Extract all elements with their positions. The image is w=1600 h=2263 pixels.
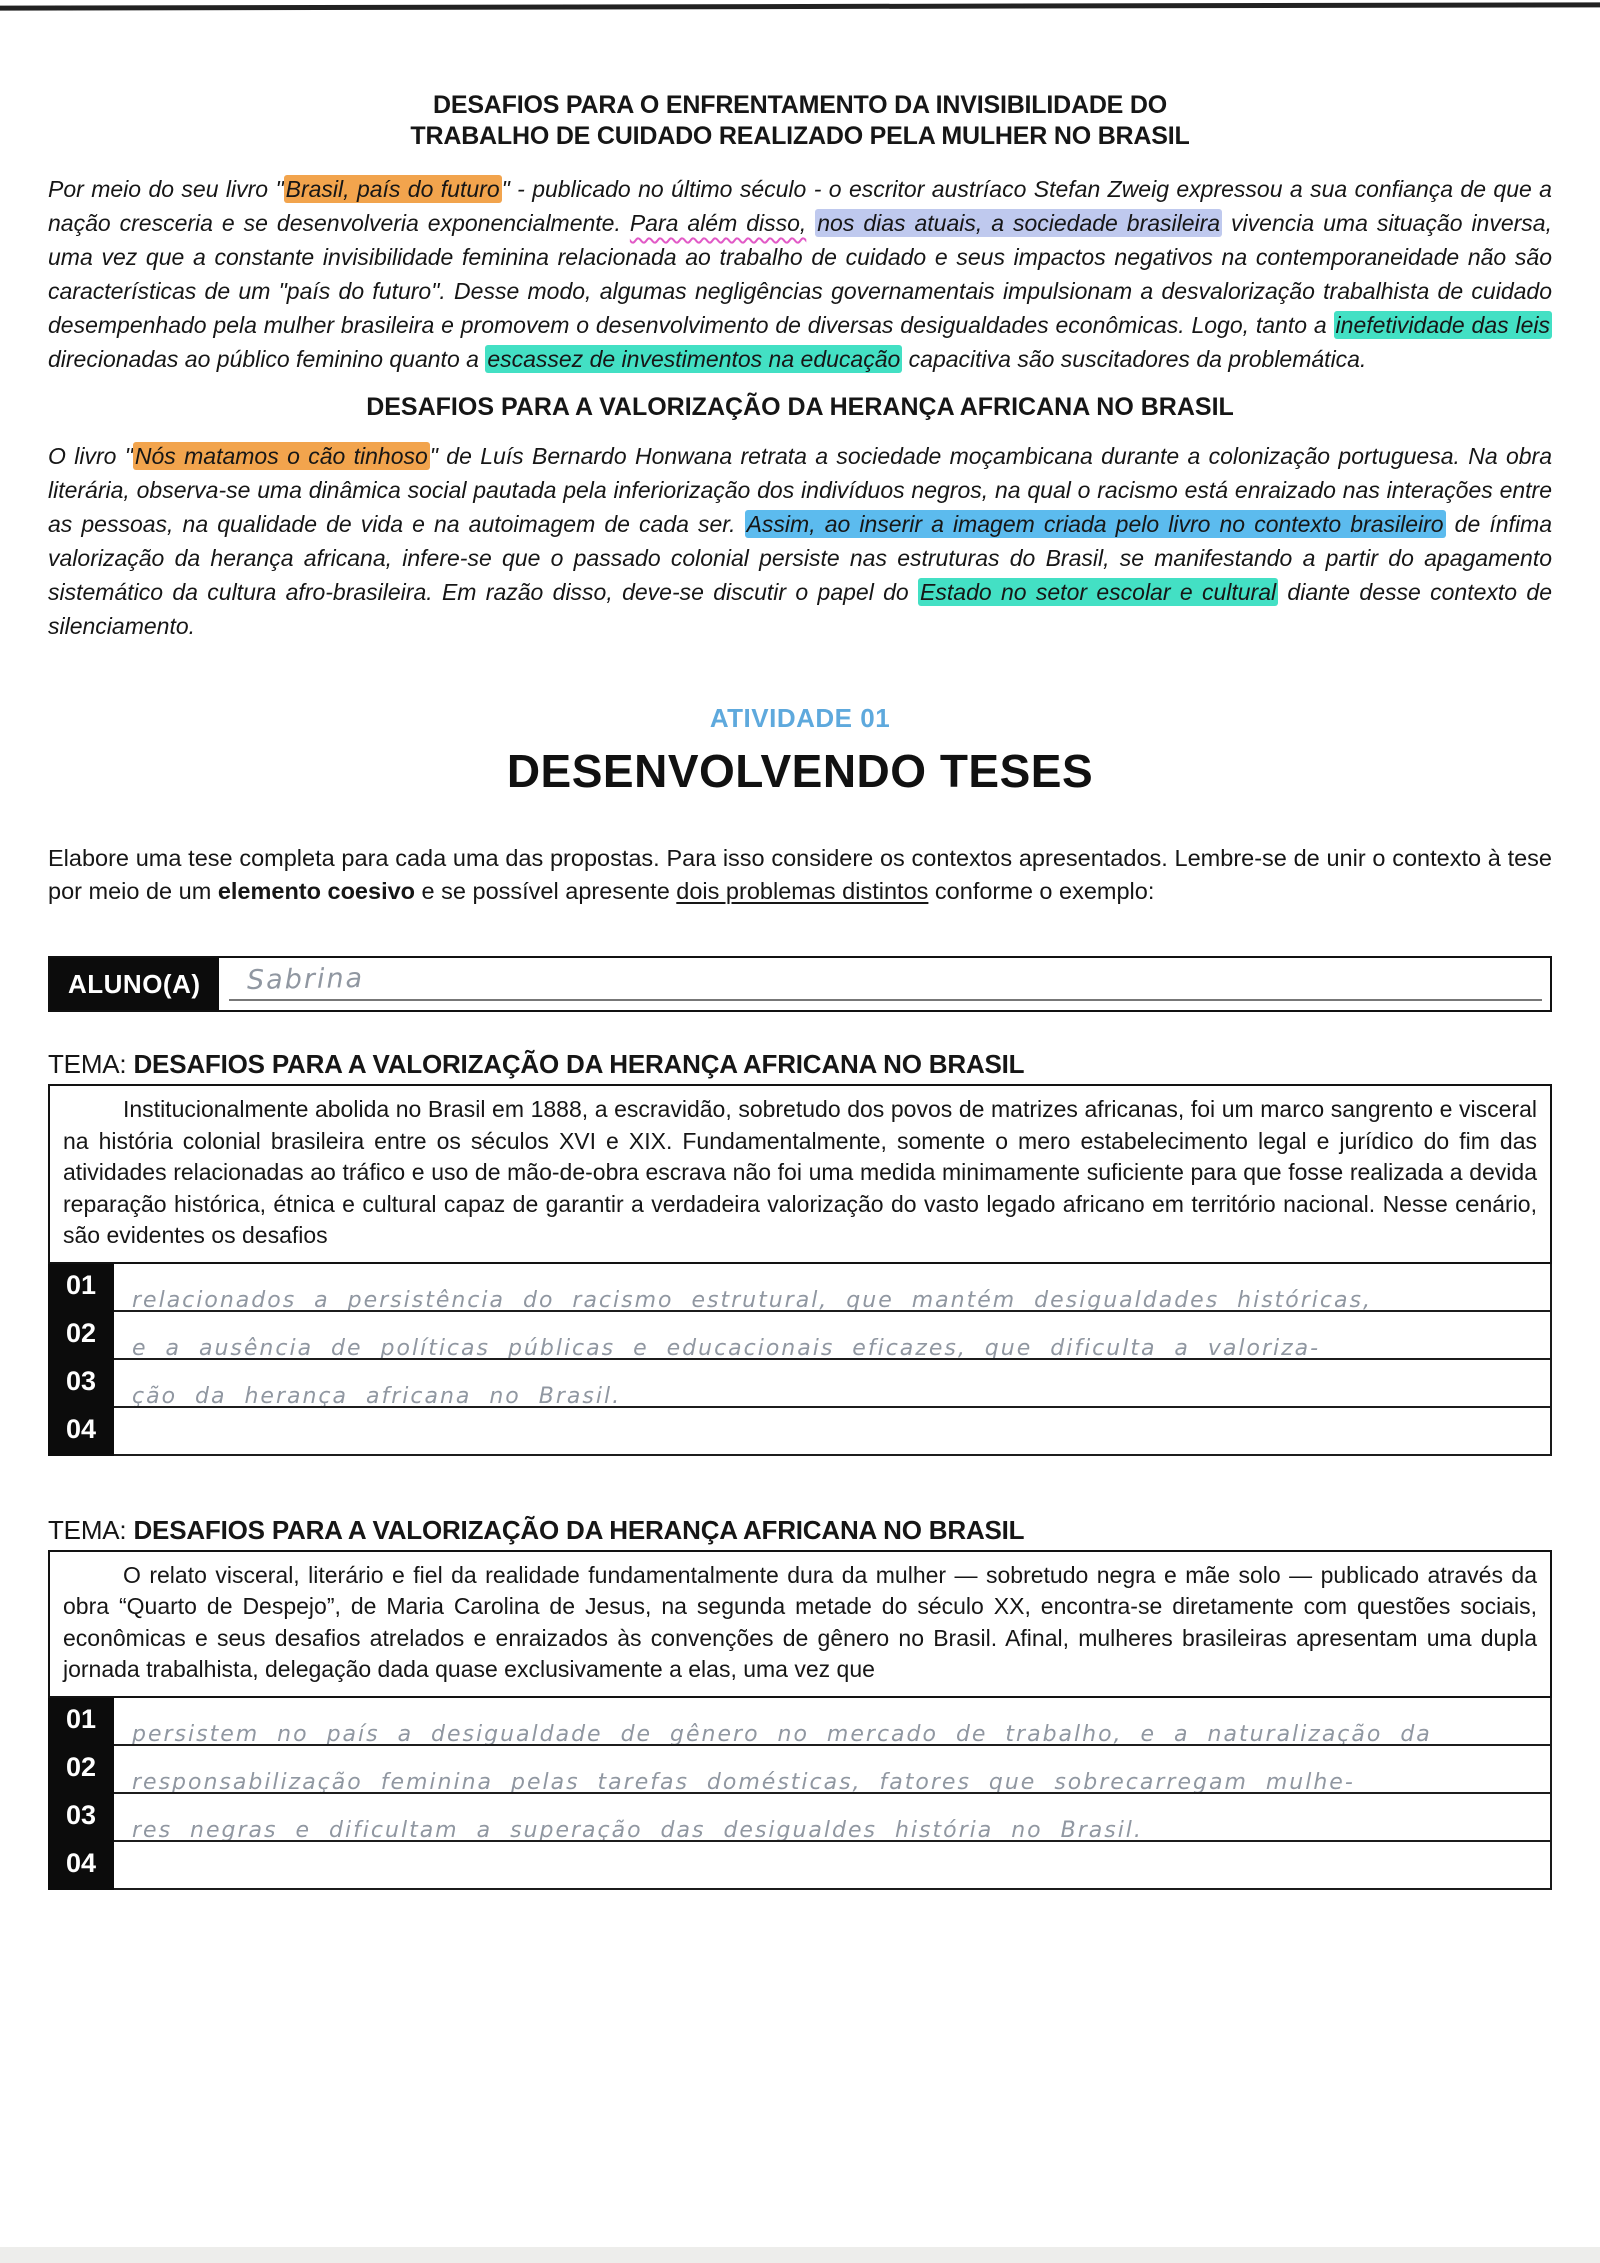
task1-line-number-04: 04: [48, 1408, 114, 1456]
context2-title: DESAFIOS PARA A VALORIZAÇÃO DA HERANÇA AFRICANA NO BRASIL: [366, 393, 1234, 421]
task2-handwriting-02: responsabilização feminina pelas tarefas domésticas, fatores que sobrecarregam mulhe-: [132, 1769, 1355, 1794]
context1-paragraph: Por meio do seu livro "Brasil, país do futuro" - publicado no último século - o escritor austríaco Stefan Zweig expressou a sua confiança de que a nação cresceria e se desenvolveria exponencialmente. Para além disso, nos dias atuais, a sociedade brasileira vivencia uma situação inversa, uma vez que a constante invisibilidade feminina relacionada ao trabalho de cuidado e seus impactos negativos na contemporaneidade não são características de um "país do futuro". Desse modo, algumas negligências governamentais impulsionam a desvalorização trabalhista de cuidado desempenhado pela mulher brasileira e promovem o desenvolvimento de diversas desigualdades econômicas. Logo, tanto a inefetividade das leis direcionadas ao público feminino quanto a escassez de investimentos na educação capacitiva são suscitadores da problemática.: [48, 176, 1552, 372]
student-name-field-box: [48, 956, 1552, 1012]
student-name-handwriting: Sabrina: [246, 962, 364, 997]
activity-label: ATIVIDADE 01: [709, 703, 891, 733]
task1-answer-line-02: [114, 1312, 1550, 1360]
task2-answer-line-02: [114, 1746, 1550, 1794]
scan-artifact-bottom-strip: [0, 2247, 1600, 2263]
student-label: ALUNO(A): [50, 958, 219, 1010]
task2-tema-label: TEMA:: [48, 1514, 127, 1545]
task2-line-number-02: 02: [48, 1746, 114, 1794]
student-name-field: [219, 958, 1550, 1010]
task1-handwriting-02: e a ausência de políticas públicas e educacionais eficazes, que dificulta a valoriza-: [132, 1335, 1321, 1360]
task2-answer-lines: [48, 1698, 1552, 1890]
task1-line-number-02: 02: [48, 1312, 114, 1360]
task2-answer-line-03: [114, 1794, 1550, 1842]
context2-paragraph: O livro "Nós matamos o cão tinhoso" de Luís Bernardo Honwana retrata a sociedade moçambicana durante a colonização portuguesa. Na obra literária, observa-se uma dinâmica social pautada pela inferiorização dos indivíduos negros, na qual o racismo está enraizado nas interações entre as pessoas, na qualidade de vida e na autoimagem de cada ser. Assim, ao inserir a imagem criada pelo livro no contexto brasileiro de ínfima valorização da herança africana, infere-se que o passado colonial persiste nas estruturas do Brasil, se manifestando a partir do apagamento sistemático da cultura afro-brasileira. Em razão disso, deve-se discutir o papel do Estado no setor escolar e cultural diante desse contexto de silenciamento.: [48, 443, 1552, 639]
task2-line-number-04: 04: [48, 1842, 114, 1890]
task1-tema-heading: [48, 1048, 1552, 1080]
context1-title: [48, 90, 1552, 152]
task2-tema-heading: [48, 1514, 1552, 1546]
task2-line-number-01: 01: [48, 1698, 114, 1746]
task2-handwriting-03: res negras e dificultam a superação das desigualdes história no Brasil.: [132, 1817, 1143, 1842]
context1-title-line1: DESAFIOS PARA O ENFRENTAMENTO DA INVISIBILIDADE DO: [432, 91, 1168, 119]
task1-answer-line-04: [114, 1408, 1550, 1456]
task2-handwriting-01: persistem no país a desigualdade de gênero no mercado de trabalho, e a naturalização da: [132, 1721, 1432, 1746]
context1-title-line2: TRABALHO DE CUIDADO REALIZADO PELA MULHER NO BRASIL: [410, 122, 1190, 150]
activity-title: DESENVOLVENDO TESES: [506, 745, 1094, 797]
task1-answer-line-03: [114, 1360, 1550, 1408]
task1-answer-lines: [48, 1264, 1552, 1456]
activity-instructions: Elabore uma tese completa para cada uma das propostas. Para isso considere os contextos apresentados. Lembre-se de unir o contexto à tese por meio de um elemento coesivo e se possível apresente dois problemas distintos conforme o exemplo:: [48, 845, 1552, 904]
task2-context-box: O relato visceral, literário e fiel da realidade fundamentalmente dura da mulher — sobretudo negra e mãe solo — publicado através da obra “Quarto de Despejo”, de Maria Carolina de Jesus, na segunda metade do século XX, encontra-se diretamente com questões sociais, econômicas e seus desafios atrelados e enraizados às convenções de gênero no Brasil. Afinal, mulheres brasileiras apresentam uma dupla jornada trabalhista, delegação dada quase exclusivamente a elas, uma vez que: [48, 1550, 1552, 1698]
task1-line-number-03: 03: [48, 1360, 114, 1408]
task1-answer-line-01: [114, 1264, 1550, 1312]
task2-line-number-03: 03: [48, 1794, 114, 1842]
task2-answer-line-01: [114, 1698, 1550, 1746]
task1-handwriting-03: ção da herança africana no Brasil.: [132, 1383, 622, 1408]
task1-line-number-01: 01: [48, 1264, 114, 1312]
task1-tema-title: DESAFIOS PARA A VALORIZAÇÃO DA HERANÇA AFRICANA NO BRASIL: [133, 1049, 1025, 1079]
task1-context-box: Institucionalmente abolida no Brasil em 1888, a escravidão, sobretudo dos povos de matrizes africanas, foi um marco sangrento e visceral na história colonial brasileira entre os séculos XVI e XIX. Fundamentalmente, somente o mero estabelecimento legal e jurídico do fim das atividades relacionadas ao tráfico e uso de mão-de-obra escrava não foi uma medida minimamente suficiente para que fosse realizada a devida reparação histórica, étnica e cultural capaz de garantir a verdadeira valorização do vasto legado africano em território nacional. Nesse cenário, são evidentes os desafios: [48, 1084, 1552, 1264]
task2-answer-line-04: [114, 1842, 1550, 1890]
student-name-rule-line: [229, 999, 1542, 1001]
task2-tema-title: DESAFIOS PARA A VALORIZAÇÃO DA HERANÇA AFRICANA NO BRASIL: [133, 1514, 1025, 1545]
task1-tema-label: TEMA:: [48, 1049, 127, 1079]
task1-handwriting-01: relacionados a persistência do racismo estrutural, que mantém desigualdades históricas,: [132, 1287, 1372, 1312]
